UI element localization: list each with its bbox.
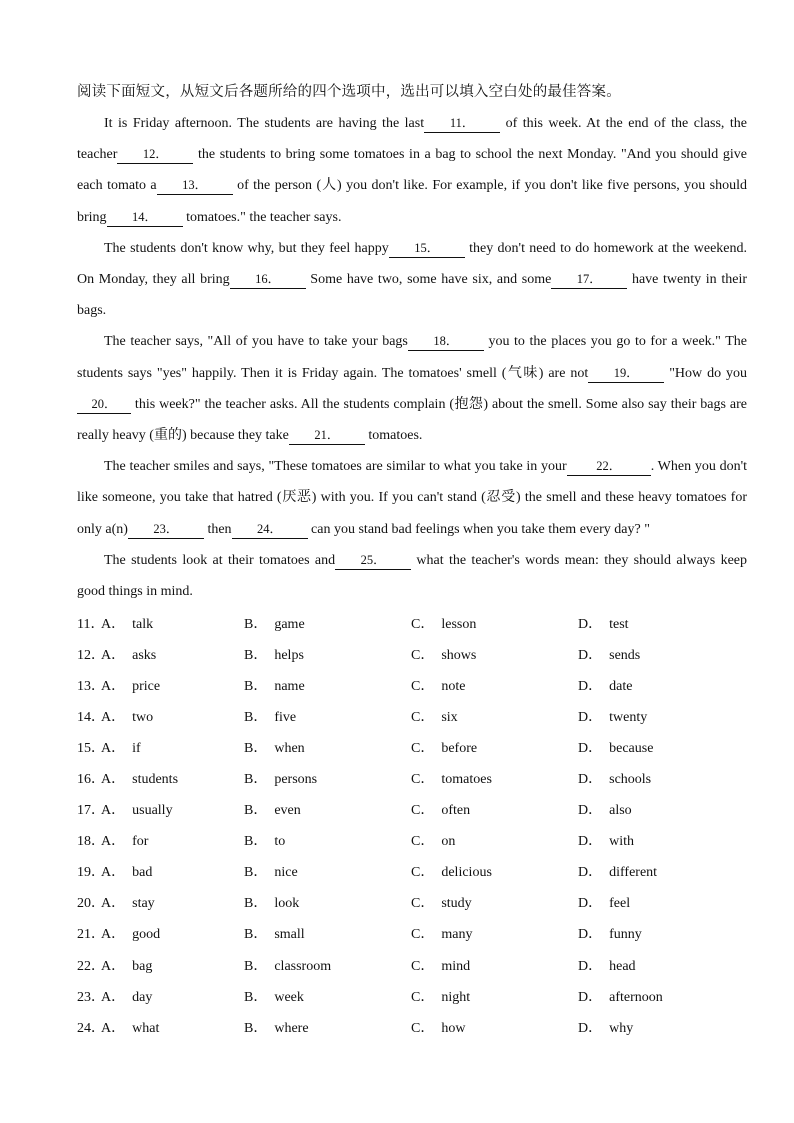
option-letter: B． — [244, 896, 268, 912]
question-number: 23． — [77, 989, 105, 1005]
answer-option — [101, 737, 244, 757]
option-letter: B． — [244, 927, 268, 943]
option-letter: D． — [578, 958, 603, 974]
option-letter: D． — [578, 1020, 603, 1036]
passage-text: tomatoes. — [364, 428, 423, 444]
question-row — [77, 638, 757, 669]
answer-option — [411, 768, 578, 788]
answer-option — [411, 923, 578, 943]
answer-option — [101, 861, 244, 881]
answer-option — [578, 986, 728, 1006]
passage-paragraph — [77, 545, 751, 607]
question-number: 17． — [77, 803, 105, 819]
answer-option — [578, 955, 728, 975]
answer-blank: 16． — [230, 270, 306, 289]
answer-option — [411, 1017, 578, 1037]
answer-option — [244, 675, 411, 695]
passage-text: tomatoes." the teacher says. — [182, 209, 342, 225]
option-letter: A． — [101, 834, 126, 850]
option-letter: D． — [578, 616, 603, 632]
option-text: to — [274, 834, 286, 850]
option-letter: A． — [101, 865, 126, 881]
answer-option — [411, 737, 578, 757]
option-text: for — [132, 834, 149, 850]
option-letter: C． — [411, 709, 435, 725]
option-letter: B． — [244, 740, 268, 756]
option-text: students — [132, 772, 179, 788]
answer-option — [244, 613, 411, 633]
answer-blank: 11． — [424, 114, 500, 133]
question-number: 12． — [77, 647, 105, 663]
option-text: helps — [274, 647, 304, 663]
option-text: name — [274, 678, 305, 694]
answer-option — [244, 737, 411, 757]
option-text: lesson — [441, 616, 477, 632]
question-row — [77, 669, 757, 700]
passage-text: have twenty in their bags. — [77, 272, 751, 319]
answer-option — [101, 675, 244, 695]
passage-text: then — [203, 521, 232, 537]
option-text: feel — [609, 896, 631, 912]
option-text: study — [441, 896, 472, 912]
option-letter: A． — [101, 740, 126, 756]
answer-option — [101, 706, 244, 726]
passage-text: the students to bring some tomatoes in a bag to school the next Monday. "And you should give each tomato a — [77, 147, 751, 194]
option-text: day — [132, 989, 153, 1005]
option-letter: C． — [411, 958, 435, 974]
option-text: often — [441, 803, 471, 819]
answer-blank: 25． — [335, 551, 411, 570]
answer-option — [244, 644, 411, 664]
passage-text: It is Friday afternoon. The students are having the last — [104, 116, 425, 131]
option-text: bad — [132, 865, 153, 881]
question-row — [77, 856, 757, 887]
option-text: bag — [132, 958, 153, 974]
answer-option — [578, 613, 728, 633]
passage-paragraph — [77, 108, 751, 233]
option-letter: A． — [101, 616, 126, 632]
option-letter: B． — [244, 647, 268, 663]
passage-text: of this week. At the end of the class, the teacher — [77, 116, 751, 163]
option-text: game — [274, 616, 305, 632]
answer-option — [578, 644, 728, 664]
option-text: test — [609, 616, 629, 632]
answer-option — [244, 923, 411, 943]
option-text: twenty — [609, 709, 648, 725]
option-text: night — [441, 989, 471, 1005]
option-letter: A． — [101, 1020, 126, 1036]
answer-option — [411, 830, 578, 850]
option-text: when — [274, 740, 305, 756]
option-text: on — [441, 834, 456, 850]
answer-option — [578, 706, 728, 726]
answer-option — [578, 861, 728, 881]
option-text: date — [609, 678, 633, 694]
option-text: talk — [132, 616, 154, 632]
option-text: also — [609, 803, 632, 819]
question-row — [77, 607, 757, 638]
option-letter: D． — [578, 865, 603, 881]
passage-text: this week?" the teacher asks. All the students complain (抱怨) about the smell. Some also say their bags are really heavy (重的) because they take — [77, 396, 751, 444]
answer-blank: 14． — [107, 208, 183, 227]
option-letter: A． — [101, 958, 126, 974]
answer-option — [244, 799, 411, 819]
option-letter: B． — [244, 865, 268, 881]
option-letter: D． — [578, 803, 603, 819]
passage-paragraph — [77, 451, 751, 545]
answer-option — [101, 613, 244, 633]
option-letter: C． — [411, 803, 435, 819]
option-letter: B． — [244, 989, 268, 1005]
option-text: afternoon — [609, 989, 663, 1005]
answer-blank: 21． — [289, 426, 365, 445]
answer-option — [411, 675, 578, 695]
option-text: five — [274, 709, 297, 725]
question-number: 22． — [77, 958, 105, 974]
option-text: two — [132, 709, 154, 725]
option-letter: C． — [411, 896, 435, 912]
answer-option — [411, 799, 578, 819]
option-letter: C． — [411, 678, 435, 694]
option-text: shows — [441, 647, 477, 663]
option-letter: C． — [411, 865, 435, 881]
answer-blank: 18． — [408, 332, 484, 351]
answer-option — [101, 768, 244, 788]
question-row — [77, 918, 757, 949]
option-letter: D． — [578, 834, 603, 850]
answer-option — [578, 892, 728, 912]
passage-text: Some have two, some have six, and some — [305, 272, 552, 288]
answer-option — [578, 675, 728, 695]
passage-text: can you stand bad feelings when you take them every day? " — [307, 521, 650, 537]
question-row — [77, 762, 757, 793]
option-letter: D． — [578, 678, 603, 694]
option-letter: D． — [578, 927, 603, 943]
option-text: look — [274, 896, 300, 912]
option-letter: D． — [578, 896, 603, 912]
option-text: how — [441, 1020, 466, 1036]
option-letter: C． — [411, 647, 435, 663]
option-text: schools — [609, 772, 652, 788]
passage-paragraph — [77, 233, 751, 327]
option-letter: B． — [244, 616, 268, 632]
passage-text: of the person (人) you don't like. For example, if you don't like five persons, you should bring — [77, 178, 751, 225]
passage-text: what the teacher's words mean: they should always keep good things in mind. — [77, 552, 751, 600]
answer-option — [411, 892, 578, 912]
option-text: before — [441, 740, 478, 756]
passage-text: "How do you — [664, 365, 751, 381]
answer-option — [578, 799, 728, 819]
option-letter: B． — [244, 772, 268, 788]
answer-blank: 13． — [157, 176, 233, 195]
question-row — [77, 700, 757, 731]
option-text: usually — [132, 803, 173, 819]
option-letter: C． — [411, 616, 435, 632]
option-letter: C． — [411, 927, 435, 943]
option-text: why — [609, 1020, 634, 1036]
option-letter: C． — [411, 1020, 435, 1036]
answer-option — [101, 644, 244, 664]
option-letter: B． — [244, 1020, 268, 1036]
option-text: even — [274, 803, 301, 819]
option-text: nice — [274, 865, 298, 881]
option-letter: A． — [101, 772, 126, 788]
answer-option — [411, 613, 578, 633]
option-text: mind — [441, 958, 471, 974]
option-text: good — [132, 927, 161, 943]
option-letter: A． — [101, 896, 126, 912]
option-letter: D． — [578, 709, 603, 725]
answer-option — [578, 768, 728, 788]
answer-option — [411, 644, 578, 664]
question-row — [77, 731, 757, 762]
option-text: many — [441, 927, 473, 943]
option-letter: B． — [244, 678, 268, 694]
option-letter: D． — [578, 989, 603, 1005]
question-options-list — [77, 607, 757, 1042]
option-letter: A． — [101, 927, 126, 943]
option-text: note — [441, 678, 466, 694]
option-text: where — [274, 1020, 309, 1036]
option-letter: A． — [101, 647, 126, 663]
option-text: head — [609, 958, 636, 974]
passage-text: The teacher says, "All of you have to take your bags — [104, 334, 408, 350]
answer-option — [244, 955, 411, 975]
answer-option — [578, 830, 728, 850]
question-row — [77, 980, 757, 1011]
passage-text: you to the places you go to for a week." The students says "yes" happily. Then it is Friday again. The tomatoes' smell (气味) are not — [77, 334, 751, 381]
option-letter: A． — [101, 709, 126, 725]
option-letter: C． — [411, 989, 435, 1005]
option-text: because — [609, 740, 654, 756]
option-letter: D． — [578, 740, 603, 756]
option-letter: A． — [101, 803, 126, 819]
answer-option — [244, 1017, 411, 1037]
answer-blank: 24． — [232, 520, 308, 539]
option-letter: A． — [101, 989, 126, 1005]
option-text: six — [441, 709, 458, 725]
answer-option — [244, 830, 411, 850]
answer-option — [101, 892, 244, 912]
answer-option — [578, 737, 728, 757]
answer-option — [101, 799, 244, 819]
answer-option — [101, 923, 244, 943]
option-letter: C． — [411, 834, 435, 850]
option-letter: B． — [244, 834, 268, 850]
answer-blank: 20． — [77, 395, 131, 414]
option-letter: D． — [578, 647, 603, 663]
answer-option — [101, 1017, 244, 1037]
answer-option — [101, 955, 244, 975]
answer-blank: 22． — [567, 457, 651, 476]
option-letter: C． — [411, 772, 435, 788]
option-text: different — [609, 865, 658, 881]
answer-option — [578, 923, 728, 943]
option-text: week — [274, 989, 304, 1005]
cloze-passage — [77, 108, 751, 607]
question-number: 14． — [77, 709, 105, 725]
answer-option — [411, 861, 578, 881]
question-number: 15． — [77, 740, 105, 756]
option-text: what — [132, 1020, 160, 1036]
option-text: delicious — [441, 865, 492, 881]
question-number: 20． — [77, 896, 105, 912]
passage-text: The teacher smiles and says, "These tomatoes are similar to what you take in your — [104, 459, 567, 475]
answer-blank: 23． — [128, 520, 204, 539]
option-letter: D． — [578, 772, 603, 788]
question-number: 18． — [77, 834, 105, 850]
answer-option — [101, 986, 244, 1006]
answer-option — [411, 986, 578, 1006]
option-text: sends — [609, 647, 641, 663]
answer-blank: 17． — [551, 270, 627, 289]
answer-option — [244, 892, 411, 912]
answer-option — [244, 986, 411, 1006]
option-letter: B． — [244, 709, 268, 725]
answer-option — [244, 768, 411, 788]
option-letter: A． — [101, 678, 126, 694]
option-text: stay — [132, 896, 155, 912]
option-text: tomatoes — [441, 772, 492, 788]
answer-option — [101, 830, 244, 850]
question-number: 21． — [77, 927, 105, 943]
answer-option — [244, 706, 411, 726]
question-number: 16． — [77, 772, 105, 788]
option-letter: C． — [411, 740, 435, 756]
instruction-text: 阅读下面短文，从短文后各题所给的四个选项中，选出可以填入空白处的最佳答案。 — [77, 84, 621, 100]
answer-option — [411, 706, 578, 726]
option-text: persons — [274, 772, 318, 788]
answer-option — [411, 955, 578, 975]
option-letter: B． — [244, 803, 268, 819]
passage-text: they don't need to do homework at the weekend. On Monday, they all bring — [77, 240, 751, 288]
option-text: classroom — [274, 958, 332, 974]
answer-option — [244, 861, 411, 881]
option-text: small — [274, 927, 305, 943]
passage-text: The students don't know why, but they feel happy — [104, 240, 389, 256]
option-text: price — [132, 678, 161, 694]
passage-paragraph — [77, 326, 751, 451]
question-row — [77, 794, 757, 825]
passage-text: . When you don't like someone, you take that hatred (厌恶) with you. If you can't stand (忍受) the smell and these heavy tomatoes for only a(n) — [77, 459, 751, 537]
option-text: asks — [132, 647, 157, 663]
answer-option — [578, 1017, 728, 1037]
option-text: if — [132, 740, 141, 756]
question-number: 24． — [77, 1020, 105, 1036]
question-number: 19． — [77, 865, 105, 881]
option-text: funny — [609, 927, 642, 943]
passage-text: The students look at their tomatoes and — [104, 552, 336, 568]
option-letter: B． — [244, 958, 268, 974]
question-row — [77, 825, 757, 856]
answer-blank: 15． — [389, 239, 465, 258]
question-number: 13． — [77, 678, 105, 694]
question-row — [77, 949, 757, 980]
answer-blank: 12． — [117, 145, 193, 164]
question-number: 11． — [77, 616, 105, 632]
question-row — [77, 887, 757, 918]
question-row — [77, 1011, 757, 1042]
option-text: with — [609, 834, 635, 850]
answer-blank: 19． — [588, 364, 664, 383]
